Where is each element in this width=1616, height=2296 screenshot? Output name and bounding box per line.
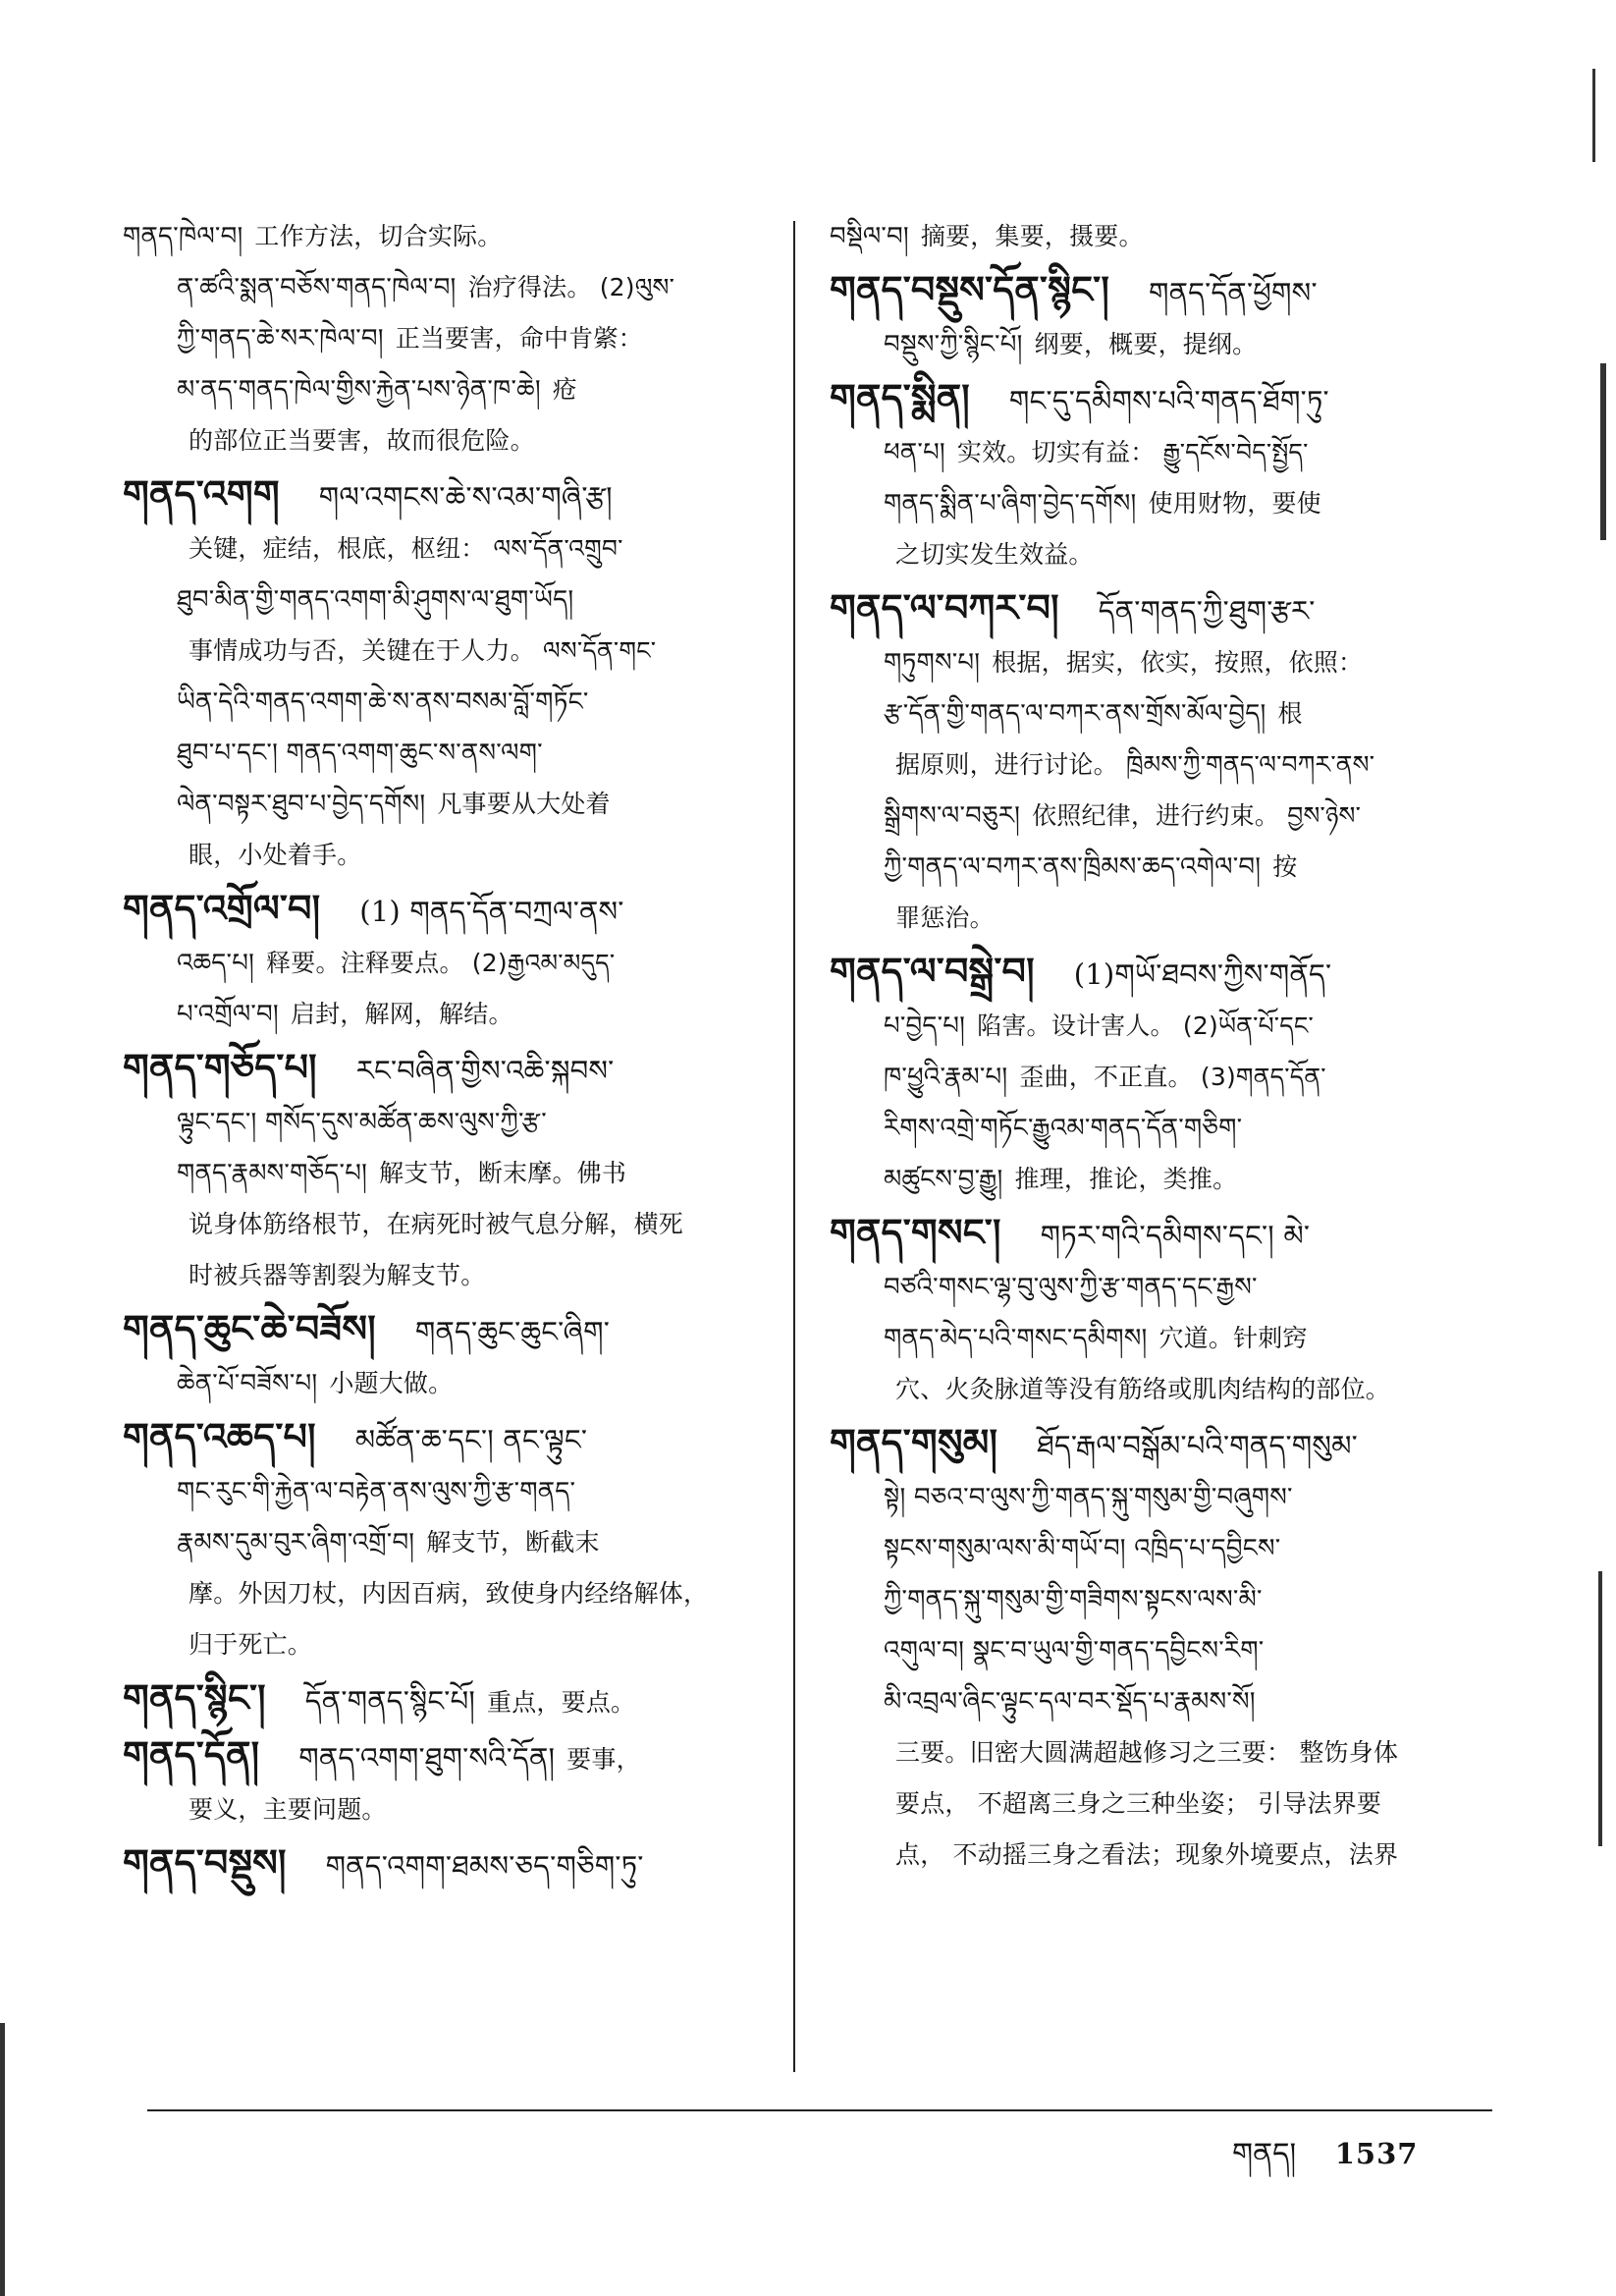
entry-line [830,1001,1497,1052]
entry-line [830,319,1497,370]
chinese-gloss: 重点，要点。 [487,1688,636,1717]
tibetan-text: གནད་རྣམས་གཅོད་པ། [177,1159,368,1188]
chinese-gloss: 纲要，概要，提纲。 [1034,330,1258,358]
tibetan-text: གནད་སྨིན་པ་ཞིག་བྱེད་དགོས། [884,489,1137,519]
chinese-gloss: 的部位正当要害，故而很危险。 [189,426,535,455]
headword: གནད་ལ་བཀར་བ། [830,585,1059,629]
entry-line [123,1148,781,1199]
scan-edge-mark [1598,1571,1602,1846]
chinese-gloss: 歪曲，不正直。 (3)གནད་དོན་ [1019,1063,1326,1091]
entry-line [123,1672,781,1727]
tibetan-text: ཀྱི་གནད་སྐུ་གསུམ་གྱི་གཟིགས་སྟངས་ལས་མི་ [884,1585,1263,1614]
chinese-gloss: 要事， [566,1745,641,1774]
tibetan-text: གནད་འགག་ཐམས་ཅད་གཅིག་ཏུ་ [325,1849,644,1883]
entry-line [830,1574,1497,1625]
tibetan-text: གཏུགས་པ། [884,648,981,678]
tibetan-text: གཏར་གའི་དམིགས་དང་། མེ་ [1040,1219,1311,1252]
entry-line [830,1417,1497,1472]
dictionary-entry [123,1837,781,1892]
headword: གནད་འགྲོལ་བ། [123,886,321,930]
chinese-gloss: 疮 [552,375,577,404]
headword: གནད་གསང་། [830,1210,1001,1254]
chinese-gloss: 凡事要从大处着 [437,790,611,818]
chinese-gloss: 穴、火灸脉道等没有筋络或肌肉结构的部位。 [895,1375,1391,1403]
entry-line [830,1830,1497,1881]
dictionary-entry [123,468,781,881]
entry-line [830,529,1497,580]
dictionary-entry [830,946,1497,1205]
chinese-gloss: 使用财物，要使 [1148,489,1321,518]
chinese-gloss: 据原则，进行讨论。 ཁྲིམས་ཀྱི་གནད་ལ་བཀར་ནས་ [895,750,1375,779]
footer-rule [147,2109,1492,2111]
tibetan-text: མཚུངས་བྱ་རྒྱུ། [884,1165,1003,1194]
tibetan-text: དོན་གནད་སྙིང་པོ། [304,1684,476,1718]
entry-line [123,1729,781,1784]
entry-line [123,1837,781,1892]
tibetan-text: པ་བྱེད་པ། [884,1011,966,1041]
tibetan-text: ཆེན་པོ་བཟོས་པ། [177,1369,318,1398]
entry-line [123,1199,781,1250]
chinese-gloss: 关键，症结，根底，枢纽： ལས་དོན་འགྲུབ་ [189,534,623,563]
chinese-gloss: 根据，据实，依实，按照，依照： [992,648,1364,677]
tibetan-text: ཐུབ་པ་དང་། གནད་འགག་ཆུང་ས་ནས་ལག་ [177,738,543,768]
headword: གནད་ལ་བསྒྲེ་བ། [830,949,1035,993]
entry-line [830,1676,1497,1727]
entry-line [123,1358,781,1409]
entry-line [830,264,1497,319]
headword: གནད་སྙིང་། [123,1675,266,1720]
dictionary-entry [123,883,781,1040]
entry-line [830,1052,1497,1103]
tibetan-text: ཀྱི་གནད་ལ་བཀར་ནས་ཁྲིམས་ཆད་འགེལ་བ། [884,852,1262,882]
headword: གནད་བསྡུས་དོན་སྙིང་། [830,267,1109,311]
entry-line [830,1103,1497,1154]
tibetan-text: འཆད་པ། [177,949,255,978]
entry-line [123,1250,781,1301]
entry-line [830,637,1497,688]
entry-line [830,1523,1497,1574]
entry-line [123,313,781,364]
entry-line [123,1411,781,1466]
dictionary-entry [830,582,1497,944]
dictionary-entry [830,372,1497,580]
tibetan-text: ཐོད་རྒལ་བསྒོམ་པའི་གནད་གསུམ་ [1037,1429,1358,1462]
entry-line [830,1154,1497,1205]
headword: གནད་གཅོད་པ། [123,1045,317,1089]
entry-line [830,1207,1497,1262]
tibetan-text: རྩ་དོན་གྱི་གནད་ལ་བཀར་ནས་གྲོས་མོལ་བྱེད། [884,699,1266,729]
entry-line [123,1466,781,1517]
tibetan-text: མཚོན་ཆ་དང་། ནང་ལྟུང་ [354,1423,588,1456]
headword: གནད་འཆད་པ། [123,1414,316,1458]
tibetan-text: གལ་འགངས་ཆེ་ས་འམ་གཞི་རྩ། [318,480,613,514]
tibetan-text: འགུལ་བ། སྣང་བ་ཡུལ་གྱི་གནད་དབྱིངས་རིག་ [884,1636,1265,1666]
chinese-gloss: 根 [1277,699,1303,728]
entry-line [123,830,781,881]
chinese-gloss: 罪惩治。 [895,903,995,932]
page-footer [1232,2121,1418,2204]
chinese-gloss: 事情成功与否，关键在于人力。 ལས་དོན་གང་ [189,636,657,665]
entry-line [123,1303,781,1358]
dictionary-entry [123,211,781,466]
tibetan-text: གང་དུ་དམིགས་པའི་གནད་ཐོག་ཏུ་ [1008,384,1329,417]
tibetan-text: གནད་དོན་ཕྱོགས་ [1149,276,1318,309]
tibetan-text: སྒྲིགས་ལ་བཅུར། [884,801,1021,831]
dictionary-entry [830,1417,1497,1881]
running-head: གནད། [1232,2137,1297,2171]
tibetan-text: ཕན་པ། [884,438,945,467]
tibetan-text: པ་འགྲོལ་བ། [177,1000,279,1029]
entry-line [123,728,781,779]
entry-line [123,1619,781,1670]
entry-line [123,779,781,830]
entry-line [123,938,781,989]
tibetan-text: ན་ཚའི་སྨན་བཅོས་གནད་ཁེལ་བ། [177,273,457,302]
entry-line [123,523,781,574]
entry-line [830,842,1497,893]
entry-line [830,427,1497,478]
entry-line [123,1097,781,1148]
chinese-gloss: 依照纪律，进行约束。 བྱས་ཉེས་ [1032,801,1362,830]
tibetan-text: གང་རུང་གི་རྐྱེན་ལ་བརྟེན་ནས་ལུས་ཀྱི་རྩ་གནད་ [177,1477,576,1506]
entry-line [123,989,781,1040]
tibetan-text: བཙའི་གསང་ལྷ་བུ་ལུས་ཀྱི་རྩ་གནད་དང་རྒྱས་ [884,1273,1258,1302]
entry-line [123,262,781,313]
chinese-gloss: 之切实发生效益。 [895,540,1094,569]
page-number: 1537 [1334,2137,1419,2170]
entry-line [123,211,781,262]
entry-line [123,1784,781,1835]
entry-line [830,688,1497,739]
dictionary-entry [123,1042,781,1301]
entry-line [830,1727,1497,1778]
right-column [830,211,1497,1883]
tibetan-text: རྣམས་དུམ་བུར་ཞིག་འགྲོ་བ། [177,1528,415,1558]
chinese-gloss: 解支节，断末摩。佛书 [379,1159,627,1187]
dictionary-entry [123,1411,781,1670]
tibetan-text: གནད་ཁེལ་བ། [123,222,243,251]
tibetan-text: (1)གཡོ་ཐབས་ཀྱིས་གནོད་ [1073,957,1332,991]
entry-line [830,791,1497,842]
chinese-gloss: 实效。切实有益： རྒྱུ་དངོས་བེད་སྤྱོད་ [956,438,1309,466]
entry-line [123,1517,781,1568]
chinese-gloss: 解支节，断截末 [426,1528,600,1557]
chinese-gloss: 摩。外因刀杖，内因百病，致使身内经络解体， [189,1579,709,1608]
tibetan-text: ལྟུང་དང་། གསོད་དུས་མཚོན་ཆས་ལུས་ཀྱི་རྩ་ [177,1108,547,1137]
tibetan-text: བསྡུས་ཀྱི་སྙིང་པོ། [884,330,1023,359]
chinese-gloss: 摘要，集要，摄要。 [920,222,1144,250]
entry-line [123,574,781,626]
tibetan-text: རིགས་འགྲེ་གཏོང་རྒྱུའམ་གནད་དོན་གཅིག་ [884,1114,1243,1143]
tibetan-text: (1) གནད་དོན་བཀྲལ་ནས་ [359,895,624,928]
chinese-gloss: 释要。注释要点。 (2)རྒྱའམ་མདུད་ [266,949,616,977]
chinese-gloss: 按 [1272,852,1298,881]
chinese-gloss: 时被兵器等割裂为解支节。 [189,1261,486,1289]
chinese-gloss: 要义，主要问题。 [189,1795,387,1824]
tibetan-text: ཁ་ཕྱུའི་རྣམ་པ། [884,1063,1008,1092]
tibetan-text: ཐུབ་མིན་གྱི་གནད་འགག་མི་ཤུགས་ལ་ཐུག་ཡོད། [177,585,574,615]
chinese-gloss: 陷害。设计害人。 (2)ཡོན་པོ་དང་ [977,1011,1314,1040]
tibetan-text: ཀྱི་གནད་ཆེ་སར་ཁེལ་བ། [177,324,384,354]
entry-line [123,626,781,677]
tibetan-text: བསྡིལ་བ། [830,222,909,251]
scan-edge-mark [0,2023,5,2296]
dictionary-entry [123,1729,781,1835]
entry-line [830,372,1497,427]
tibetan-text: སྟེ། བཅའ་བ་ལུས་ཀྱི་གནད་སྐུ་གསུམ་གྱི་བཞུགས་ [884,1483,1293,1512]
tibetan-text: མི་འབྲལ་ཞིང་ལྟུང་དལ་བར་སྡོད་པ་རྣམས་སོ། [884,1687,1256,1717]
chinese-gloss: 穴道。针刺窍 [1158,1324,1308,1352]
entry-line [830,478,1497,529]
scan-edge-mark [1592,69,1595,162]
chinese-gloss: 眼，小处着手。 [189,841,362,869]
entry-line [830,1364,1497,1415]
headword: གནད་བསྡུས། [123,1840,287,1885]
chinese-gloss: 说身体筋络根节，在病死时被气息分解，横死 [189,1210,684,1238]
entry-line [830,893,1497,944]
headword: གནད་ཆུང་ཆེ་བཟོས། [123,1306,376,1350]
entry-line [830,1778,1497,1830]
entry-line [830,1625,1497,1676]
dictionary-entry [123,1672,781,1727]
tibetan-text: དོན་གནད་ཀྱི་ཐུག་རྩར་ [1098,594,1316,628]
entry-line [123,883,781,938]
entry-line [123,468,781,523]
tibetan-text: གནད་འགག་ཐུག་སའི་དོན། [298,1741,556,1775]
entry-line [123,415,781,466]
entry-line [830,211,1497,262]
dictionary-entry [123,1303,781,1409]
tibetan-text: ཡིན་དེའི་གནད་འགག་ཆེ་ས་ནས་བསམ་བློ་གཏོང་ [177,687,589,717]
chinese-gloss: 推理，推论，类推。 [1014,1165,1238,1193]
tibetan-text: སྟངས་གསུམ་ལས་མི་གཡོ་བ། འཁྲིད་པ་དབྱིངས་ [884,1534,1281,1563]
chinese-gloss: 启封，解网，解结。 [290,1000,513,1028]
entry-line [830,582,1497,637]
entry-line [830,739,1497,791]
entry-line [830,1313,1497,1364]
tibetan-text: གནད་མེད་པའི་གསང་དམིགས། [884,1324,1148,1353]
chinese-gloss: 小题大做。 [329,1369,454,1397]
left-column [123,211,781,1894]
scan-edge-mark [1600,363,1606,540]
headword: གནད་གསུམ། [830,1420,998,1464]
dictionary-entry [830,211,1497,262]
chinese-gloss: 治疗得法。 (2)ལུས་ [467,273,675,301]
entry-line [123,364,781,415]
entry-line [830,1262,1497,1313]
chinese-gloss: 工作方法，切合实际。 [254,222,503,250]
tibetan-text: རང་བཞིན་གྱིས་འཆི་སྐབས་ [355,1054,615,1087]
tibetan-text: གནད་ཆུང་ཆུང་ཞིག་ [414,1315,611,1348]
entry-line [123,1042,781,1097]
dictionary-entry [830,264,1497,370]
chinese-gloss: 要点， 不超离三身之三种坐姿； 引导法界要 [895,1789,1382,1818]
dictionary-entry [830,1207,1497,1415]
entry-line [830,946,1497,1001]
tibetan-text: ལེན་བསྟར་ཐུབ་པ་བྱེད་དགོས། [177,790,426,819]
chinese-gloss: 正当要害，命中肯綮： [395,324,643,353]
chinese-gloss: 三要。旧密大圆满超越修习之三要： 整饬身体 [895,1738,1399,1767]
entry-line [830,1472,1497,1523]
column-divider [793,221,795,2072]
headword: གནད་དོན། [123,1732,260,1777]
tibetan-text: མ་ནད་གནད་ཁེལ་གྱིས་རྐྱེན་པས་ཉེན་ཁ་ཆེ། [177,375,541,405]
chinese-gloss: 归于死亡。 [189,1630,313,1659]
chinese-gloss: 点， 不动摇三身之看法；现象外境要点，法界 [895,1840,1399,1869]
headword: གནད་འགག [123,471,280,516]
entry-line [123,1568,781,1619]
headword: གནད་སྨིན། [830,375,970,419]
entry-line [123,677,781,728]
